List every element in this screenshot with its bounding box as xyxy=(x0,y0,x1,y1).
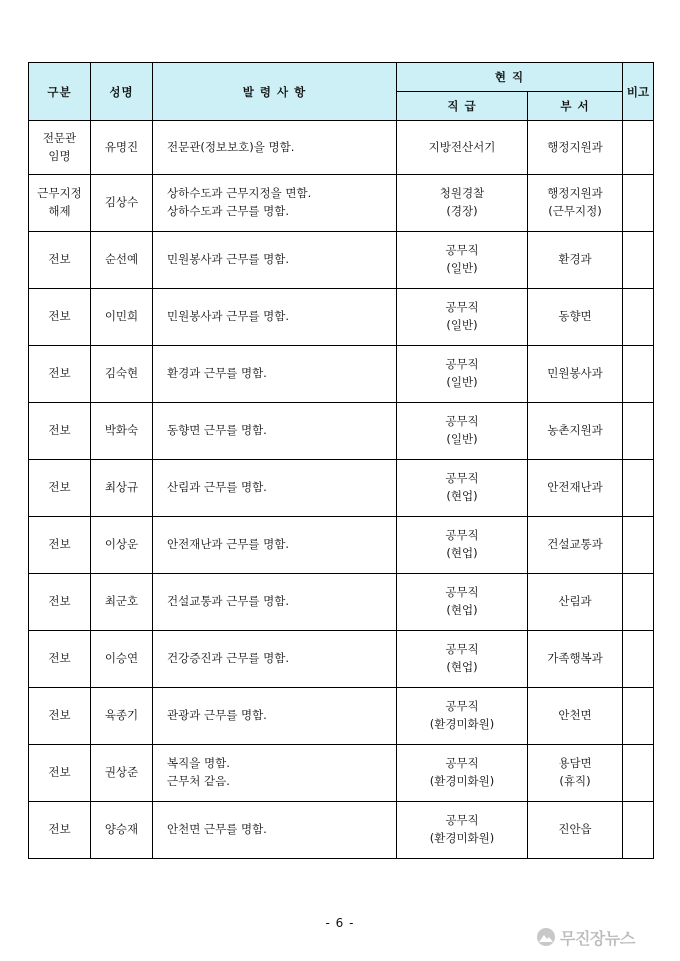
cell-name: 권상준 xyxy=(91,745,153,802)
cell-category xyxy=(29,403,91,460)
cell-department xyxy=(528,517,623,574)
cell-grade xyxy=(397,460,528,517)
cell-department-line: 환경과 xyxy=(558,252,592,267)
cell-order xyxy=(153,121,397,175)
table-row xyxy=(29,688,654,745)
cell-department-line: (근무지정) xyxy=(548,204,602,218)
cell-category-line: 전보 xyxy=(48,423,71,438)
cell-grade xyxy=(397,574,528,631)
header-name: 성명 xyxy=(91,63,153,121)
watermark-text: 무진장뉴스 xyxy=(560,928,635,948)
cell-remarks xyxy=(623,232,654,289)
table-row xyxy=(29,346,654,403)
cell-name: 순선예 xyxy=(91,232,153,289)
cell-remarks xyxy=(623,745,654,802)
cell-order xyxy=(153,289,397,346)
cell-department-line: 행정지원과 xyxy=(547,139,603,154)
header-department: 부 서 xyxy=(528,92,623,121)
cell-grade xyxy=(397,346,528,403)
cell-grade-line: 공무직 xyxy=(445,471,479,486)
personnel-order-table xyxy=(28,62,654,859)
cell-department-line: 동향면 xyxy=(558,309,592,324)
cell-category xyxy=(29,175,91,232)
cell-order xyxy=(153,745,397,802)
cell-order xyxy=(153,232,397,289)
table-row xyxy=(29,175,654,232)
cell-order-line: 근무처 같음. xyxy=(167,774,230,788)
cell-order xyxy=(153,631,397,688)
cell-grade xyxy=(397,631,528,688)
cell-department xyxy=(528,631,623,688)
table-body xyxy=(29,121,654,859)
cell-name: 양승재 xyxy=(91,802,153,859)
cell-order xyxy=(153,802,397,859)
cell-order-line: 환경과 근무를 명함. xyxy=(167,366,267,381)
cell-department xyxy=(528,121,623,175)
cell-order xyxy=(153,346,397,403)
header-current-position: 현 직 xyxy=(397,63,623,92)
cell-order xyxy=(153,574,397,631)
cell-department xyxy=(528,175,623,232)
cell-grade-line: 공무직 xyxy=(445,528,479,543)
cell-grade xyxy=(397,175,528,232)
cell-department xyxy=(528,574,623,631)
cell-department xyxy=(528,688,623,745)
cell-remarks xyxy=(623,403,654,460)
cell-grade-line: 공무직 xyxy=(445,585,479,600)
cell-remarks xyxy=(623,289,654,346)
cell-category-line: 전보 xyxy=(48,309,71,324)
cell-name: 최상규 xyxy=(91,460,153,517)
cell-order xyxy=(153,517,397,574)
cell-order-line: 건강증진과 근무를 명함. xyxy=(167,651,290,666)
table-row xyxy=(29,745,654,802)
cell-order-line: 상하수도과 근무를 명함. xyxy=(167,204,290,218)
cell-remarks xyxy=(623,688,654,745)
cell-grade xyxy=(397,745,528,802)
cell-order-line: 민원봉사과 근무를 명함. xyxy=(167,309,290,324)
cell-department xyxy=(528,403,623,460)
cell-grade-line: (현업) xyxy=(446,603,478,617)
cell-grade-line: (현업) xyxy=(446,546,478,560)
watermark xyxy=(536,924,635,950)
cell-department xyxy=(528,802,623,859)
cell-category-line: 임명 xyxy=(48,148,71,163)
cell-grade xyxy=(397,802,528,859)
table-row xyxy=(29,460,654,517)
cell-name: 이민희 xyxy=(91,289,153,346)
cell-grade-line: 공무직 xyxy=(445,756,479,771)
table-row xyxy=(29,631,654,688)
cell-grade-line: (일반) xyxy=(446,261,478,275)
cell-grade-line: (환경미화원) xyxy=(429,717,495,731)
cell-grade-line: 공무직 xyxy=(445,699,479,714)
cell-order-line: 건설교통과 근무를 명함. xyxy=(167,594,290,609)
cell-remarks xyxy=(623,121,654,175)
table-row xyxy=(29,802,654,859)
table-row xyxy=(29,574,654,631)
cell-remarks xyxy=(623,631,654,688)
cell-category xyxy=(29,232,91,289)
cell-name: 최군호 xyxy=(91,574,153,631)
cell-grade xyxy=(397,403,528,460)
cell-grade-line: (일반) xyxy=(446,375,478,389)
cell-category-line: 전보 xyxy=(48,765,71,780)
cell-grade-line: (환경미화원) xyxy=(429,831,495,845)
cell-grade xyxy=(397,517,528,574)
cell-department xyxy=(528,346,623,403)
table-row xyxy=(29,232,654,289)
cell-grade xyxy=(397,232,528,289)
cell-department-line: 민원봉사과 xyxy=(547,366,603,381)
table-row xyxy=(29,121,654,175)
cell-category-line: 전문관 xyxy=(42,130,77,145)
cell-order xyxy=(153,688,397,745)
cell-name: 김숙현 xyxy=(91,346,153,403)
header-remarks: 비고 xyxy=(623,63,654,121)
cell-department-line: 농촌지원과 xyxy=(547,423,603,438)
cell-grade-line: 지방전산서기 xyxy=(428,139,496,154)
cell-department-line: 행정지원과 xyxy=(547,186,603,201)
cell-department-line: 용담면 xyxy=(558,756,592,771)
table-row xyxy=(29,403,654,460)
cell-grade-line: 공무직 xyxy=(445,813,479,828)
cell-grade-line: 공무직 xyxy=(445,642,479,657)
cell-name: 박화숙 xyxy=(91,403,153,460)
cell-category-line: 근무지정 xyxy=(37,186,82,201)
cell-department xyxy=(528,460,623,517)
cell-department-line: 안천면 xyxy=(558,708,592,723)
table-row xyxy=(29,289,654,346)
cell-category xyxy=(29,517,91,574)
cell-category xyxy=(29,121,91,175)
cell-grade-line: 청원경찰 xyxy=(439,186,485,201)
cell-order-line: 상하수도과 근무지정을 면함. xyxy=(167,186,312,201)
cell-grade-line: (경장) xyxy=(446,204,478,218)
cell-category-line: 전보 xyxy=(48,252,71,267)
cell-category-line: 전보 xyxy=(48,651,71,666)
cell-category xyxy=(29,460,91,517)
cell-category-line: 해제 xyxy=(48,204,71,218)
cell-category-line: 전보 xyxy=(48,480,71,495)
cell-category xyxy=(29,745,91,802)
header-order: 발 령 사 항 xyxy=(153,63,397,121)
cell-name: 김상수 xyxy=(91,175,153,232)
cell-grade-line: (환경미화원) xyxy=(429,774,495,788)
cell-category-line: 전보 xyxy=(48,537,71,552)
cell-grade-line: (현업) xyxy=(446,660,478,674)
cell-department xyxy=(528,232,623,289)
cell-grade-line: (일반) xyxy=(446,318,478,332)
cell-order-line: 산림과 근무를 명함. xyxy=(167,480,267,495)
cell-order-line: 동향면 근무를 명함. xyxy=(167,423,267,438)
table-header xyxy=(29,63,654,121)
cell-grade-line: (일반) xyxy=(446,432,478,446)
cell-remarks xyxy=(623,346,654,403)
cell-category-line: 전보 xyxy=(48,366,71,381)
cell-department-line: 가족행복과 xyxy=(547,651,603,666)
cell-category xyxy=(29,289,91,346)
cell-grade-line: (현업) xyxy=(446,489,478,503)
cell-grade xyxy=(397,688,528,745)
cell-grade-line: 공무직 xyxy=(445,357,479,372)
mountain-logo-icon xyxy=(536,927,556,947)
cell-category xyxy=(29,631,91,688)
cell-order-line: 복직을 명함. xyxy=(167,756,230,771)
header-category: 구분 xyxy=(29,63,91,121)
cell-remarks xyxy=(623,574,654,631)
cell-order xyxy=(153,460,397,517)
cell-department-line: 안전재난과 xyxy=(547,480,603,495)
cell-grade xyxy=(397,121,528,175)
cell-order xyxy=(153,403,397,460)
cell-category xyxy=(29,802,91,859)
cell-department-line: 산림과 xyxy=(558,594,592,609)
cell-department xyxy=(528,289,623,346)
cell-department xyxy=(528,745,623,802)
cell-remarks xyxy=(623,517,654,574)
cell-grade-line: 공무직 xyxy=(445,300,479,315)
cell-name: 이상운 xyxy=(91,517,153,574)
cell-order xyxy=(153,175,397,232)
cell-category xyxy=(29,574,91,631)
cell-remarks xyxy=(623,175,654,232)
cell-category-line: 전보 xyxy=(48,822,71,837)
table-row xyxy=(29,517,654,574)
cell-department-line: 진안읍 xyxy=(558,822,592,837)
cell-category-line: 전보 xyxy=(48,594,71,609)
header-grade: 직 급 xyxy=(397,92,528,121)
cell-remarks xyxy=(623,460,654,517)
cell-department-line: (휴직) xyxy=(559,774,591,788)
cell-name: 유명진 xyxy=(91,121,153,175)
cell-category xyxy=(29,688,91,745)
cell-category-line: 전보 xyxy=(48,708,71,723)
cell-order-line: 관광과 근무를 명함. xyxy=(167,708,267,723)
cell-grade-line: 공무직 xyxy=(445,414,479,429)
cell-category xyxy=(29,346,91,403)
page-number: - 6 - xyxy=(325,916,355,930)
cell-name: 육종기 xyxy=(91,688,153,745)
cell-remarks xyxy=(623,802,654,859)
cell-order-line: 안천면 근무를 명함. xyxy=(167,822,267,837)
cell-grade xyxy=(397,289,528,346)
cell-grade-line: 공무직 xyxy=(445,243,479,258)
cell-department-line: 건설교통과 xyxy=(547,537,603,552)
cell-order-line: 전문관(정보보호)을 명함. xyxy=(167,139,295,154)
cell-name: 이승연 xyxy=(91,631,153,688)
cell-order-line: 안전재난과 근무를 명함. xyxy=(167,537,290,552)
cell-order-line: 민원봉사과 근무를 명함. xyxy=(167,252,290,267)
